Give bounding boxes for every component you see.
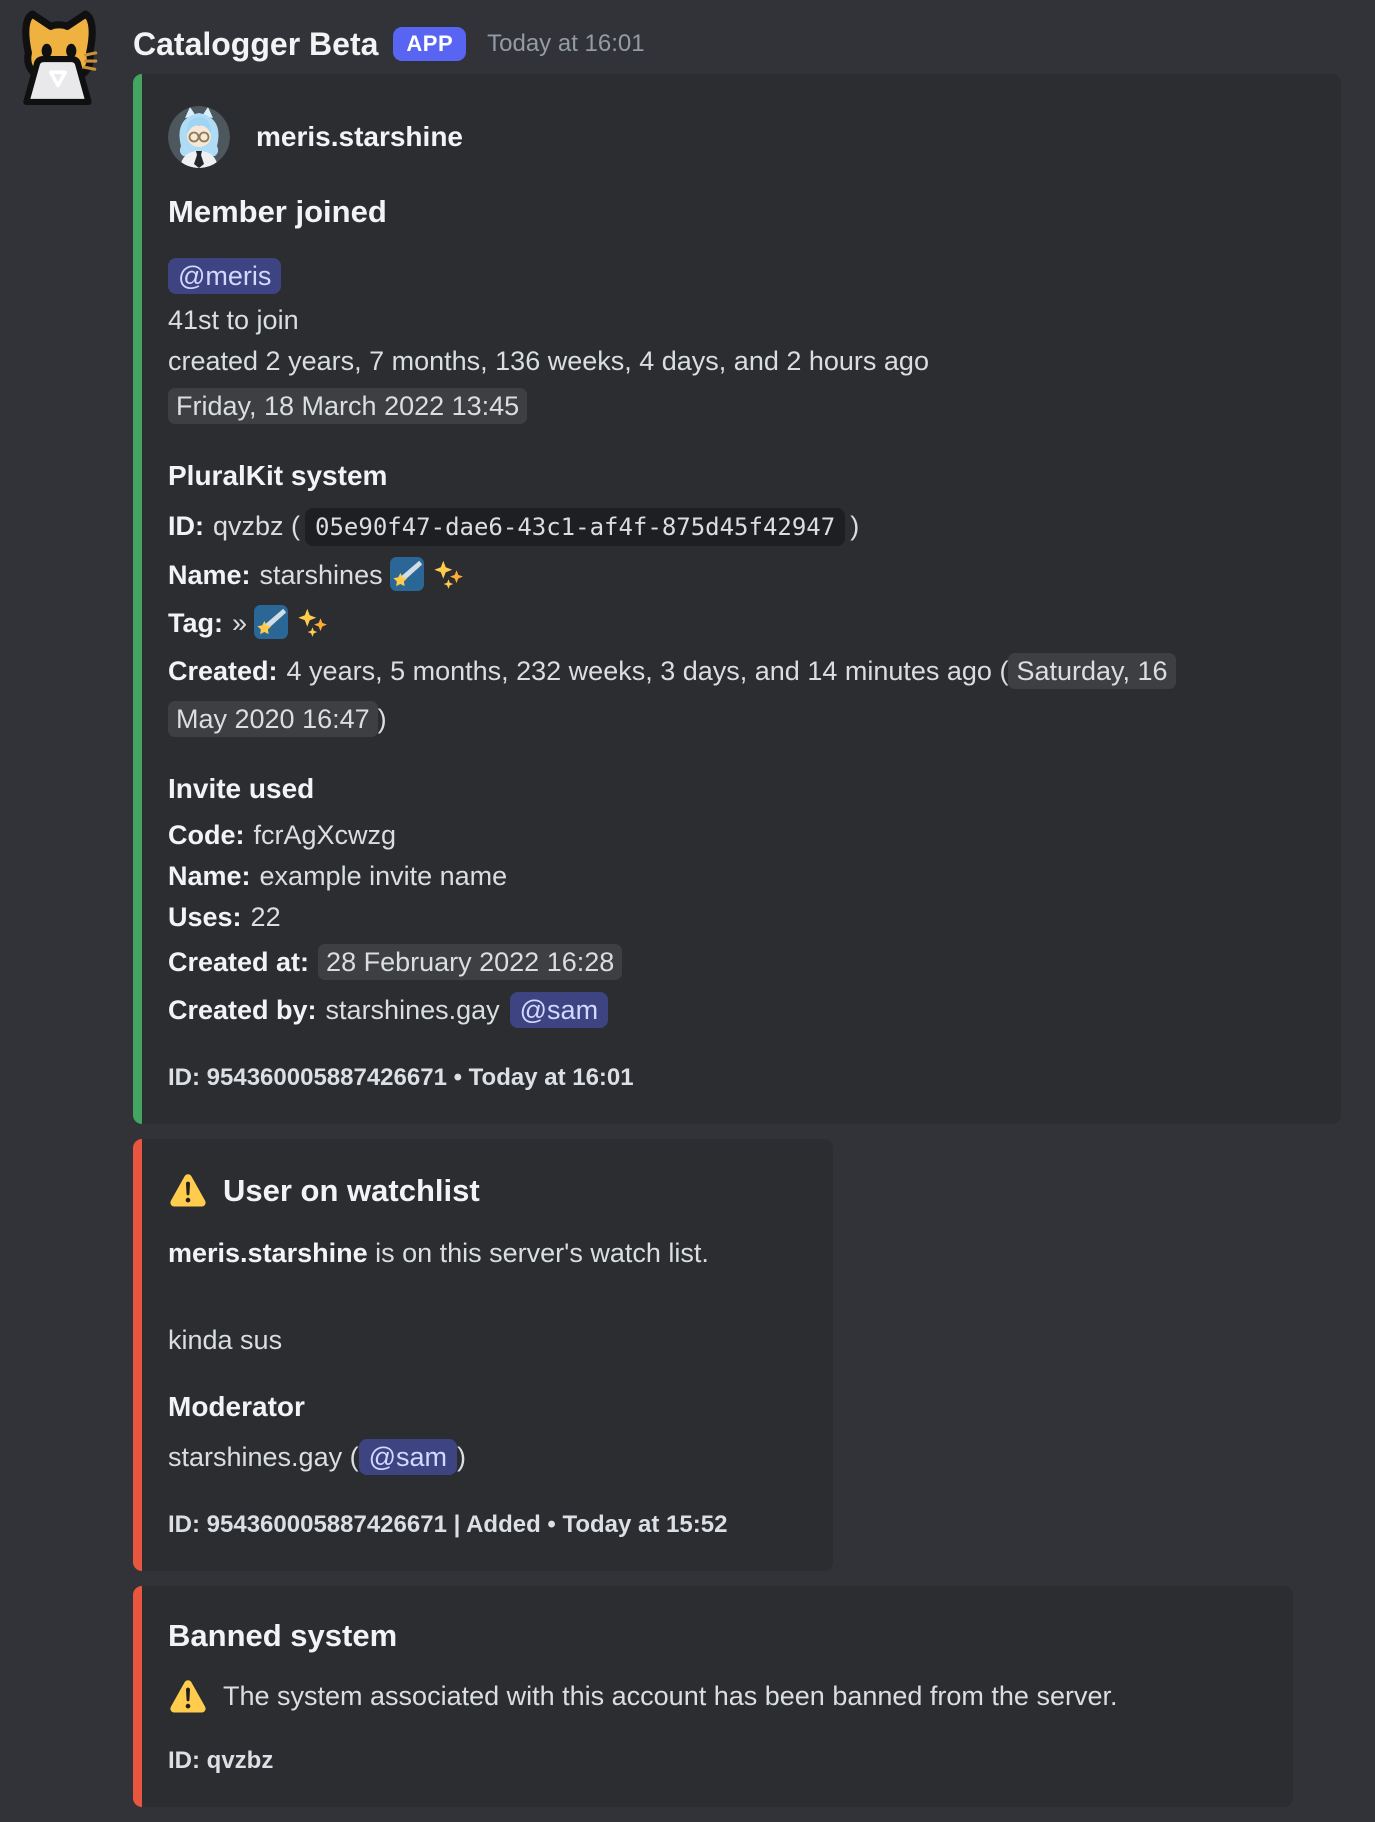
watchlist-reason: kinda sus: [168, 1325, 283, 1355]
member-avatar-image: [168, 106, 230, 168]
pk-name-value: starshines: [259, 560, 383, 590]
embed-member-joined: [133, 74, 1341, 1124]
invite-created-by-line: [168, 986, 1305, 1034]
invite-name-label: Name:: [168, 861, 251, 891]
pk-created-timestamp: May 2020 16:47: [168, 701, 378, 737]
pk-tag-label: Tag:: [168, 608, 223, 638]
mention-sam[interactable]: @sam: [359, 1439, 457, 1475]
account-created-timestamp: Friday, 18 March 2022 13:45: [168, 388, 527, 424]
pk-created-line: [168, 647, 1305, 743]
embed-user-on-watchlist: [133, 1139, 833, 1571]
embed3-title: Banned system: [168, 1618, 398, 1653]
app-badge: APP: [393, 27, 466, 61]
invite-uses-value: 22: [250, 902, 281, 932]
embed-author-name: meris.starshine: [256, 121, 463, 152]
bot-avatar[interactable]: [12, 8, 106, 106]
watchlist-description: [168, 1233, 797, 1274]
invite-created-at-line: [168, 938, 1305, 986]
account-age: created 2 years, 7 months, 136 weeks, 4 days, and 2 hours ago: [168, 346, 929, 376]
invite-name-line: [168, 856, 1305, 897]
message-header: [133, 20, 1375, 68]
field-invite-used: [168, 773, 1305, 1034]
embed-banned-system: [133, 1586, 1293, 1807]
embed1-title: Member joined: [168, 194, 387, 229]
cat-laptop-icon: [12, 8, 106, 106]
moderator-line: [168, 1433, 797, 1481]
watchlist-username: meris.starshine: [168, 1238, 368, 1268]
pk-name-label: Name:: [168, 560, 251, 590]
sparkles-emoji: [431, 557, 465, 591]
invite-code-label: Code:: [168, 820, 245, 850]
invite-created-at-timestamp: 28 February 2022 16:28: [318, 944, 622, 980]
moderator-name: starshines.gay (: [168, 1442, 359, 1472]
invite-created-by-value: starshines.gay: [325, 995, 500, 1025]
embed1-footer: ID: 954360005887426671 • Today at 16:01: [168, 1064, 634, 1091]
pk-id-close: ): [850, 511, 860, 541]
pk-tag-line: [168, 599, 1305, 647]
warning-icon: [168, 1171, 208, 1211]
pk-tag-value: »: [232, 608, 248, 638]
sparkles-emoji: [295, 605, 329, 639]
embed3-footer: ID: qvzbz: [168, 1747, 274, 1774]
pk-name-line: [168, 551, 1305, 599]
embed2-title: User on watchlist: [223, 1173, 480, 1208]
pk-id-label: ID:: [168, 511, 204, 541]
invite-created-by-label: Created by:: [168, 995, 317, 1025]
invite-code-line: [168, 815, 1305, 856]
pk-id-value: qvzbz (: [213, 511, 301, 541]
pk-uuid-code: 05e90f47-dae6-43c1-af4f-875d45f42947: [305, 508, 845, 546]
invite-created-at-label: Created at:: [168, 947, 310, 977]
moderator-close: ): [457, 1442, 467, 1472]
watchlist-description-rest: is on this server's watch list.: [367, 1238, 709, 1268]
embed2-footer: ID: 954360005887426671 | Added • Today at 15:52: [168, 1511, 728, 1538]
shooting-star-emoji: [254, 605, 288, 639]
invite-uses-label: Uses:: [168, 902, 242, 932]
banned-description: The system associated with this account has been banned from the server.: [223, 1681, 1118, 1711]
field-invite-title: Invite used: [168, 773, 315, 804]
embed1-description: [168, 252, 1305, 430]
invite-code-value: fcrAgXcwzg: [253, 820, 397, 850]
invite-uses-line: [168, 897, 1305, 938]
message-timestamp: Today at 16:01: [487, 30, 645, 57]
shooting-star-emoji: [390, 557, 424, 591]
join-position: 41st to join: [168, 305, 299, 335]
pk-created-close: ): [377, 704, 387, 734]
bot-name[interactable]: Catalogger Beta: [133, 25, 379, 62]
field-moderator-title: Moderator: [168, 1391, 305, 1422]
pk-created-label: Created:: [168, 656, 278, 686]
pk-created-value: 4 years, 5 months, 232 weeks, 3 days, and 14 minutes ago (: [286, 656, 1009, 686]
warning-icon: [168, 1677, 208, 1717]
field-moderator: [168, 1391, 797, 1481]
mention-sam[interactable]: @sam: [510, 992, 608, 1028]
field-pluralkit-system: [168, 460, 1305, 743]
pk-created-timestamp: Saturday, 16: [1008, 653, 1175, 689]
member-avatar: [168, 106, 230, 168]
pk-id-line: [168, 502, 1305, 551]
mention-meris[interactable]: @meris: [168, 258, 281, 294]
embed-author: [168, 106, 1305, 168]
field-pluralkit-title: PluralKit system: [168, 460, 388, 491]
invite-name-value: example invite name: [259, 861, 508, 891]
